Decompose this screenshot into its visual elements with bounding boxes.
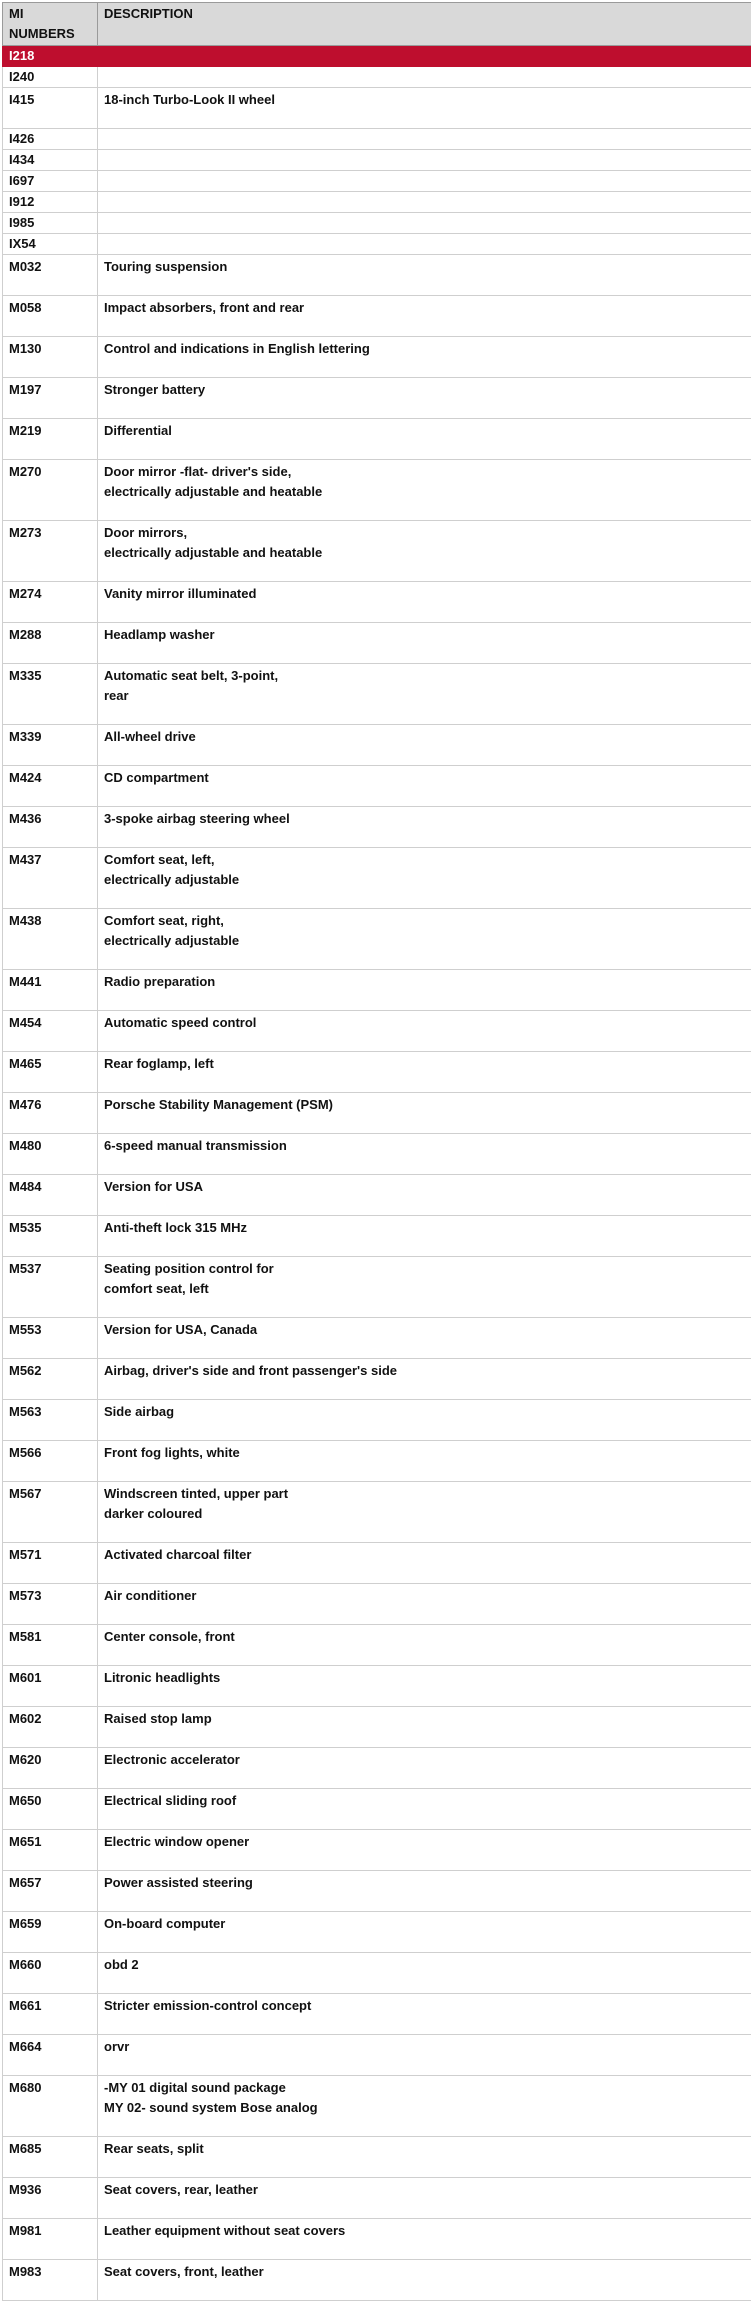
table-row[interactable] [3, 2076, 751, 2137]
description-cell: Comfort seat, right, electrically adjustable [98, 909, 751, 970]
mi-number-cell: I434 [3, 150, 98, 171]
mi-number-cell: M437 [3, 848, 98, 909]
mi-number-cell: M535 [3, 1216, 98, 1257]
description-cell [98, 171, 751, 192]
description-cell: Touring suspension [98, 255, 751, 296]
mi-number-cell: M651 [3, 1830, 98, 1871]
description-cell: Windscreen tinted, upper part darker coloured [98, 1482, 751, 1543]
table-row[interactable] [3, 807, 751, 848]
table-row[interactable] [3, 1543, 751, 1584]
table-row[interactable] [3, 1912, 751, 1953]
mi-number-cell: M465 [3, 1052, 98, 1093]
mi-number-cell: M936 [3, 2178, 98, 2219]
table-row[interactable] [3, 1871, 751, 1912]
table-row[interactable] [3, 378, 751, 419]
description-cell: Electric window opener [98, 1830, 751, 1871]
description-cell: 3-spoke airbag steering wheel [98, 807, 751, 848]
table-row[interactable] [3, 171, 751, 192]
description-cell: Headlamp washer [98, 623, 751, 664]
mi-number-cell: M573 [3, 1584, 98, 1625]
mi-number-cell: M480 [3, 1134, 98, 1175]
mi-number-cell: M476 [3, 1093, 98, 1134]
mi-number-cell: M197 [3, 378, 98, 419]
table-row[interactable] [3, 909, 751, 970]
mi-number-cell: I240 [3, 67, 98, 88]
description-cell: Automatic seat belt, 3-point, rear [98, 664, 751, 725]
description-cell: Automatic speed control [98, 1011, 751, 1052]
mi-number-cell: M270 [3, 460, 98, 521]
table-row[interactable] [3, 234, 751, 255]
table-row[interactable] [3, 1318, 751, 1359]
table-row[interactable] [3, 1789, 751, 1830]
table-row[interactable] [3, 255, 751, 296]
table-row[interactable] [3, 848, 751, 909]
table-row[interactable] [3, 2219, 751, 2260]
table-row[interactable] [3, 46, 751, 67]
mi-number-cell: M454 [3, 1011, 98, 1052]
table-row[interactable] [3, 1625, 751, 1666]
table-row[interactable] [3, 1748, 751, 1789]
table-row[interactable] [3, 337, 751, 378]
table-row[interactable] [3, 970, 751, 1011]
mi-number-cell: M571 [3, 1543, 98, 1584]
table-header-row [3, 3, 751, 46]
description-cell: Vanity mirror illuminated [98, 582, 751, 623]
table-row[interactable] [3, 725, 751, 766]
mi-number-cell: I985 [3, 213, 98, 234]
description-cell: Anti-theft lock 315 MHz [98, 1216, 751, 1257]
mi-number-cell: M273 [3, 521, 98, 582]
description-cell [98, 234, 751, 255]
description-cell: Stronger battery [98, 378, 751, 419]
table-row[interactable] [3, 582, 751, 623]
table-row[interactable] [3, 150, 751, 171]
table-body [3, 46, 751, 2301]
mi-number-cell: M553 [3, 1318, 98, 1359]
description-cell: Electronic accelerator [98, 1748, 751, 1789]
table-row[interactable] [3, 296, 751, 337]
mi-number-cell: M581 [3, 1625, 98, 1666]
description-cell: Raised stop lamp [98, 1707, 751, 1748]
mi-number-cell: I218 [3, 46, 98, 67]
description-cell: Differential [98, 419, 751, 460]
table-row[interactable] [3, 1257, 751, 1318]
header-mi-numbers[interactable]: MI NUMBERS [3, 3, 98, 46]
description-cell: Side airbag [98, 1400, 751, 1441]
table-row[interactable] [3, 1175, 751, 1216]
mi-number-cell: M484 [3, 1175, 98, 1216]
description-cell [98, 67, 751, 88]
mi-number-cell: M601 [3, 1666, 98, 1707]
table-row[interactable] [3, 2260, 751, 2301]
mi-number-cell: M566 [3, 1441, 98, 1482]
description-cell: Comfort seat, left, electrically adjustable [98, 848, 751, 909]
description-cell: Stricter emission-control concept [98, 1994, 751, 2035]
description-cell: Air conditioner [98, 1584, 751, 1625]
description-cell: Radio preparation [98, 970, 751, 1011]
mi-number-cell: I912 [3, 192, 98, 213]
description-cell: Version for USA, Canada [98, 1318, 751, 1359]
mi-number-cell: M660 [3, 1953, 98, 1994]
mi-number-cell: IX54 [3, 234, 98, 255]
description-cell: CD compartment [98, 766, 751, 807]
table-row[interactable] [3, 2137, 751, 2178]
mi-number-cell: M438 [3, 909, 98, 970]
description-cell: On-board computer [98, 1912, 751, 1953]
description-cell: Seat covers, rear, leather [98, 2178, 751, 2219]
mi-number-cell: M661 [3, 1994, 98, 2035]
description-cell: Door mirrors, electrically adjustable and heatable [98, 521, 751, 582]
mi-number-cell: M562 [3, 1359, 98, 1400]
table-row[interactable] [3, 664, 751, 725]
description-cell: Impact absorbers, front and rear [98, 296, 751, 337]
table-row[interactable] [3, 1093, 751, 1134]
table-row[interactable] [3, 1830, 751, 1871]
description-cell [98, 46, 751, 67]
table-row[interactable] [3, 460, 751, 521]
table-row[interactable] [3, 766, 751, 807]
table-row[interactable] [3, 521, 751, 582]
description-cell: orvr [98, 2035, 751, 2076]
description-cell: obd 2 [98, 1953, 751, 1994]
mi-number-cell: M335 [3, 664, 98, 725]
description-cell: Seat covers, front, leather [98, 2260, 751, 2301]
table-row[interactable] [3, 623, 751, 664]
mi-number-cell: M620 [3, 1748, 98, 1789]
mi-number-cell: M563 [3, 1400, 98, 1441]
mi-number-cell: M657 [3, 1871, 98, 1912]
mi-number-cell: M441 [3, 970, 98, 1011]
table-row[interactable] [3, 1666, 751, 1707]
table-row[interactable] [3, 2178, 751, 2219]
description-cell: -MY 01 digital sound package MY 02- sound system Bose analog [98, 2076, 751, 2137]
table-row[interactable] [3, 1994, 751, 2035]
description-cell: Version for USA [98, 1175, 751, 1216]
table-row[interactable] [3, 1441, 751, 1482]
table-row[interactable] [3, 1052, 751, 1093]
table-row[interactable] [3, 1134, 751, 1175]
mi-number-cell: M219 [3, 419, 98, 460]
description-cell: Front fog lights, white [98, 1441, 751, 1482]
table-row[interactable] [3, 129, 751, 150]
mi-number-cell: I426 [3, 129, 98, 150]
mi-number-cell: M981 [3, 2219, 98, 2260]
mi-number-cell: M650 [3, 1789, 98, 1830]
mi-number-cell: M436 [3, 807, 98, 848]
table-row[interactable] [3, 1953, 751, 1994]
mi-numbers-table [2, 2, 751, 2301]
description-cell: 6-speed manual transmission [98, 1134, 751, 1175]
description-cell: Door mirror -flat- driver's side, electrically adjustable and heatable [98, 460, 751, 521]
mi-number-cell: M032 [3, 255, 98, 296]
description-cell: Control and indications in English lettering [98, 337, 751, 378]
mi-number-cell: M680 [3, 2076, 98, 2137]
mi-number-cell: M983 [3, 2260, 98, 2301]
mi-number-cell: M602 [3, 1707, 98, 1748]
table-row[interactable] [3, 1482, 751, 1543]
description-cell: Airbag, driver's side and front passenger's side [98, 1359, 751, 1400]
description-cell [98, 192, 751, 213]
table-row[interactable] [3, 67, 751, 88]
mi-number-cell: I697 [3, 171, 98, 192]
table-row[interactable] [3, 1584, 751, 1625]
description-cell: All-wheel drive [98, 725, 751, 766]
mi-number-cell: M659 [3, 1912, 98, 1953]
mi-number-cell: M274 [3, 582, 98, 623]
mi-number-cell: M424 [3, 766, 98, 807]
description-cell [98, 213, 751, 234]
mi-number-cell: M288 [3, 623, 98, 664]
mi-number-cell: M058 [3, 296, 98, 337]
table-row[interactable] [3, 1359, 751, 1400]
description-cell: Rear foglamp, left [98, 1052, 751, 1093]
mi-number-cell: M664 [3, 2035, 98, 2076]
table-row[interactable] [3, 213, 751, 234]
table-row[interactable] [3, 1400, 751, 1441]
table-row[interactable] [3, 1216, 751, 1257]
description-cell: Leather equipment without seat covers [98, 2219, 751, 2260]
mi-number-cell: M537 [3, 1257, 98, 1318]
description-cell: Porsche Stability Management (PSM) [98, 1093, 751, 1134]
table-row[interactable] [3, 1011, 751, 1052]
table-row[interactable] [3, 419, 751, 460]
description-cell: Center console, front [98, 1625, 751, 1666]
mi-number-cell: M130 [3, 337, 98, 378]
description-cell [98, 129, 751, 150]
description-cell: Activated charcoal filter [98, 1543, 751, 1584]
description-cell: Electrical sliding roof [98, 1789, 751, 1830]
mi-number-cell: M685 [3, 2137, 98, 2178]
table-row[interactable] [3, 88, 751, 129]
mi-number-cell: M567 [3, 1482, 98, 1543]
header-description[interactable]: DESCRIPTION [98, 3, 751, 46]
description-cell: Litronic headlights [98, 1666, 751, 1707]
mi-number-cell: I415 [3, 88, 98, 129]
description-cell [98, 150, 751, 171]
description-cell: 18-inch Turbo-Look II wheel [98, 88, 751, 129]
description-cell: Rear seats, split [98, 2137, 751, 2178]
description-cell: Power assisted steering [98, 1871, 751, 1912]
table-row[interactable] [3, 1707, 751, 1748]
mi-number-cell: M339 [3, 725, 98, 766]
table-row[interactable] [3, 2035, 751, 2076]
description-cell: Seating position control for comfort seat, left [98, 1257, 751, 1318]
table-row[interactable] [3, 192, 751, 213]
